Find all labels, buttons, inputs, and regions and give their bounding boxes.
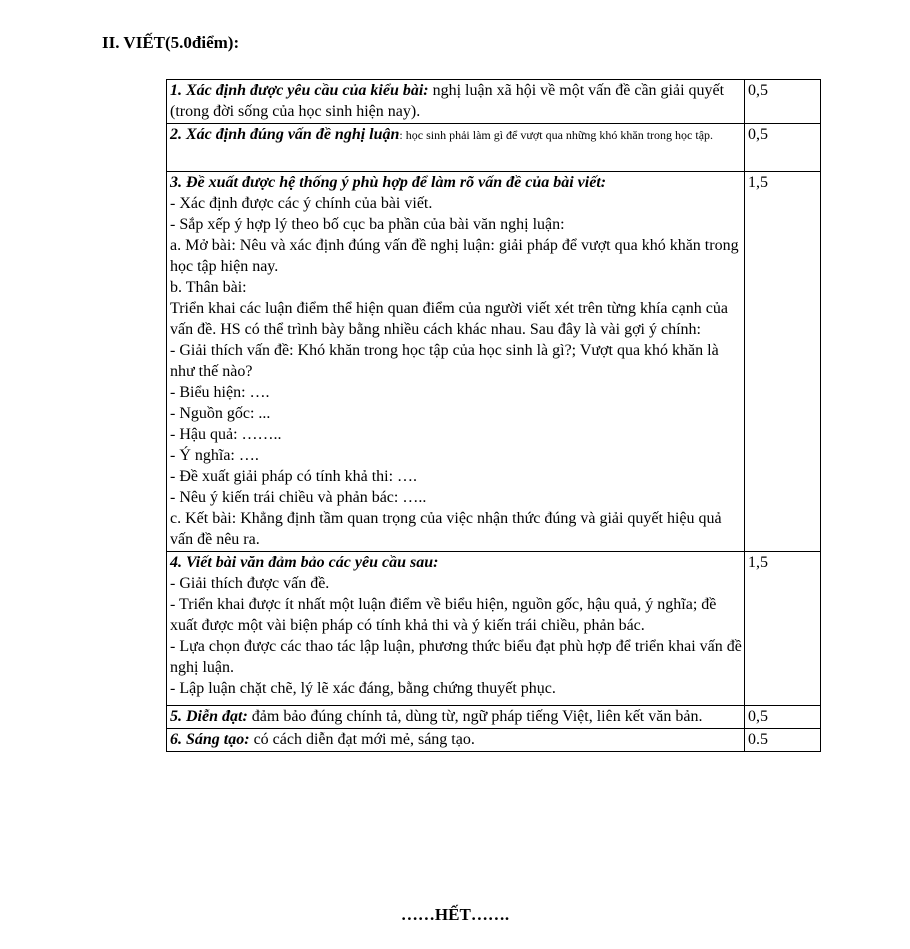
table-row — [167, 124, 821, 172]
score-cell: 0,5 — [745, 80, 821, 124]
score-cell: 1,5 — [745, 172, 821, 552]
criterion-line: - Triển khai được ít nhất một luận điểm về biểu hiện, nguồn gốc, hậu quả, ý nghĩa; đề xuất được một vài biện pháp có tính khả thi và ý kiến trái chiều, phản bác. — [170, 596, 717, 634]
criterion-line: - Giải thích được vấn đề. — [170, 575, 330, 592]
criterion-line: - Đề xuất giải pháp có tính khả thi: …. — [170, 468, 418, 485]
criterion-line: - Hậu quả: …….. — [170, 426, 282, 443]
criterion-title: 4. Viết bài văn đảm bảo các yêu cầu sau: — [170, 554, 439, 571]
criterion-line: - Xác định được các ý chính của bài viết. — [170, 195, 433, 212]
criterion-line: - Biểu hiện: …. — [170, 384, 270, 401]
criterion-line: b. Thân bài: — [170, 279, 247, 296]
criterion-line: - Ý nghĩa: …. — [170, 447, 259, 464]
table-row — [167, 172, 821, 552]
criterion-line: c. Kết bài: Khẳng định tầm quan trọng của việc nhận thức đúng và giải quyết hiệu quả vấn đề nêu ra. — [170, 510, 722, 548]
criterion-line: - Nguồn gốc: ... — [170, 405, 271, 422]
criterion-cell — [167, 172, 745, 552]
criterion-line: - Giải thích vấn đề: Khó khăn trong học tập của học sinh là gì?; Vượt qua khó khăn là như thế nào? — [170, 342, 719, 380]
criterion-line: Triển khai các luận điểm thể hiện quan điểm của người viết xét trên từng khía cạnh của vấn đề. HS có thể trình bày bằng nhiều cách khác nhau. Sau đây là vài gợi ý chính: — [170, 300, 728, 338]
criterion-line: - Nêu ý kiến trái chiều và phản bác: ….. — [170, 489, 427, 506]
criterion-cell — [167, 706, 745, 729]
criterion-title: 5. Diễn đạt: — [170, 708, 248, 725]
table-row — [167, 80, 821, 124]
criterion-line: - Lựa chọn được các thao tác lập luận, phương thức biểu đạt phù hợp để triển khai vấn đề nghị luận. — [170, 638, 742, 676]
criterion-cell — [167, 80, 745, 124]
criterion-line: - Sắp xếp ý hợp lý theo bố cục ba phần của bài văn nghị luận: — [170, 216, 565, 233]
table-row — [167, 729, 821, 752]
score-cell: 1,5 — [745, 552, 821, 706]
table-row — [167, 552, 821, 706]
criterion-title: 6. Sáng tạo: — [170, 731, 250, 748]
score-cell: 0.5 — [745, 729, 821, 752]
score-cell: 0,5 — [745, 124, 821, 172]
score-cell: 0,5 — [745, 706, 821, 729]
criterion-cell — [167, 729, 745, 752]
criterion-line: a. Mở bài: Nêu và xác định đúng vấn đề nghị luận: giải pháp để vượt qua khó khăn trong học tập hiện nay. — [170, 237, 739, 275]
criterion-text: nghị luận xã hội về một vấn đề cần giải quyết (trong đời sống của học sinh hiện nay). — [170, 82, 725, 120]
criterion-cell — [167, 124, 745, 172]
criterion-line: - Lập luận chặt chẽ, lý lẽ xác đáng, bằng chứng thuyết phục. — [170, 680, 556, 697]
end-marker: ……HẾT……. — [400, 905, 510, 924]
table-row — [167, 706, 821, 729]
criterion-title: 2. Xác định đúng vấn đề nghị luận — [170, 126, 400, 143]
section-heading: II. VIẾT(5.0điểm): — [102, 33, 240, 52]
criterion-text: : học sinh phải làm gì để vượt qua những khó khăn trong học tập. — [399, 128, 714, 142]
rubric-table — [166, 79, 821, 752]
criterion-title: 3. Đề xuất được hệ thống ý phù hợp để làm rõ vấn đề của bài viết: — [170, 174, 607, 191]
criterion-text: đảm bảo đúng chính tả, dùng từ, ngữ pháp tiếng Việt, liên kết văn bản. — [247, 708, 703, 725]
criterion-title: 1. Xác định được yêu cầu của kiểu bài: — [170, 82, 429, 99]
criterion-cell — [167, 552, 745, 706]
criterion-text: có cách diễn đạt mới mẻ, sáng tạo. — [249, 731, 475, 748]
